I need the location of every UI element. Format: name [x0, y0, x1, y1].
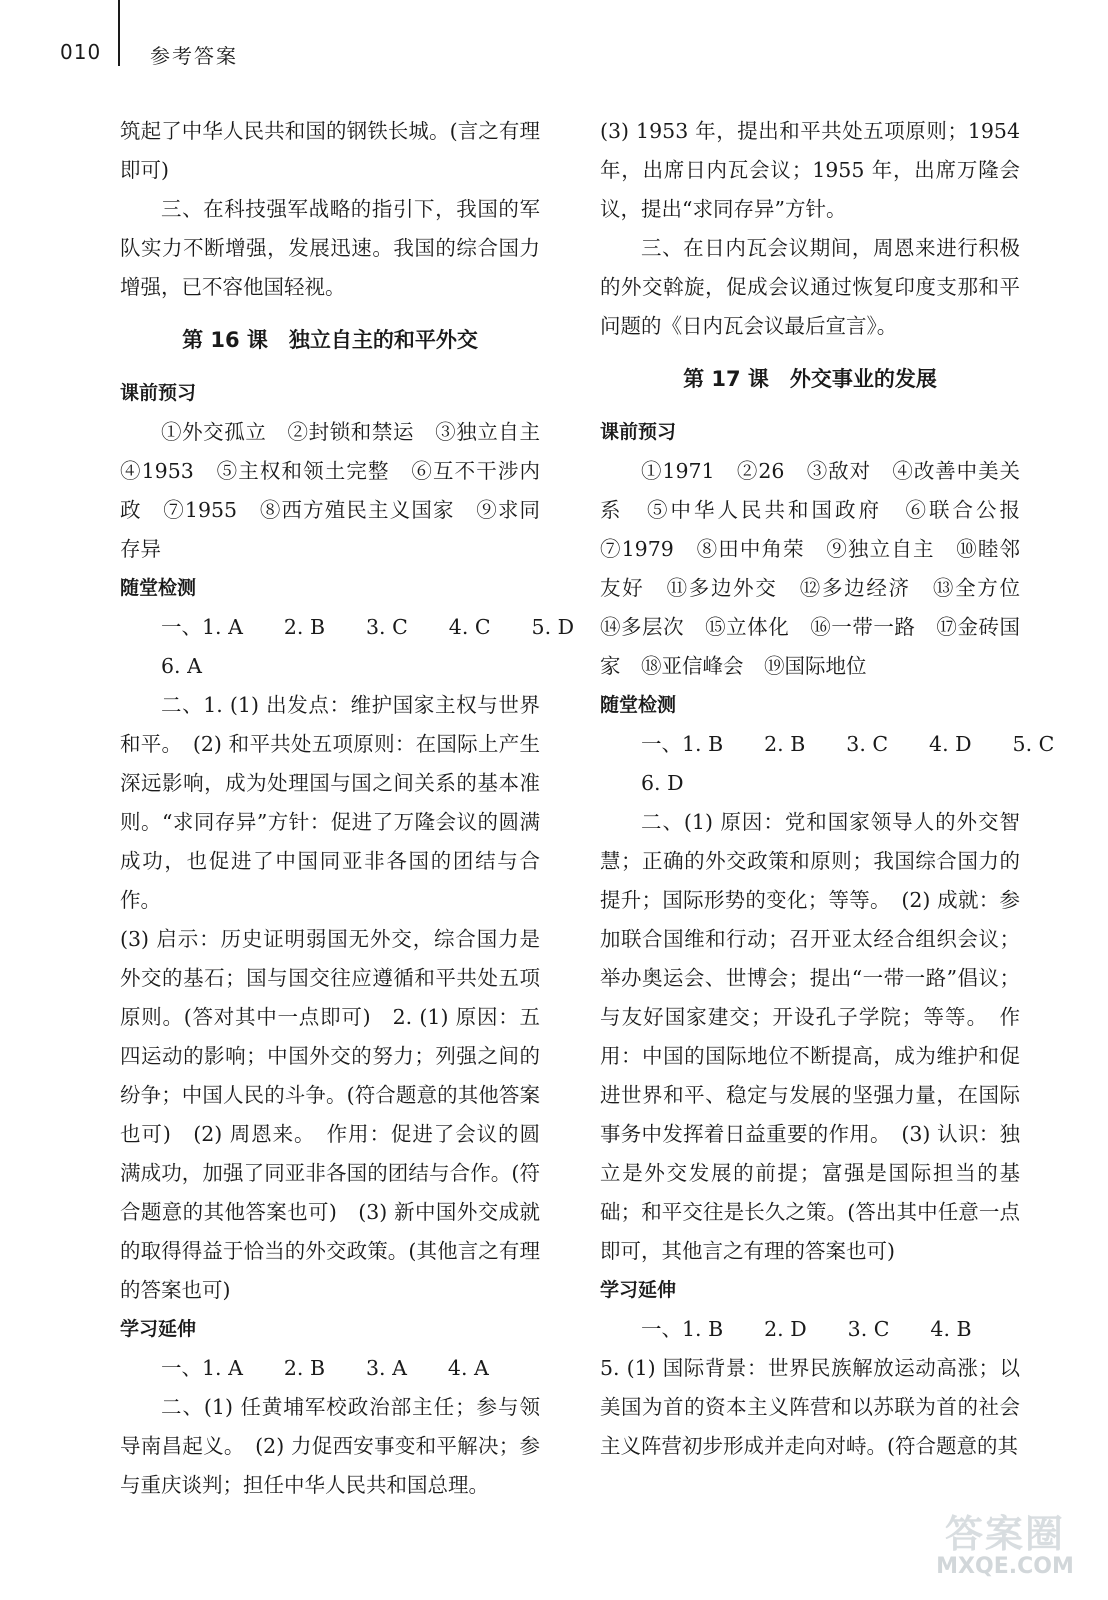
answer-row: 6. D — [641, 771, 684, 795]
watermark-url: MXQE.COM — [936, 1554, 1074, 1579]
answer-paragraph: 二、(1) 原因：党和国家领导人的外交智慧；正确的外交政策和原则；我国综合国力的提升；国际形势的变化；等等。 (2) 成就：参加联合国维和行动；召开亚太经合组织会议；举办奥运会、世博会；提出“一带一路”倡议；与友好国家建交；开设孔子学院；等等。 作用：中国的国际地位不断提高，成为维护和促进世界和平、稳定与发展的坚强力量，在国际事务中发挥着日益重要的作用。 (3) 认识：独立是外交发展的前提；富强是国际担当的基础；和平交往是长久之策。(答出其中任意一点即可，其他言之有理的答案也可) — [600, 810, 1020, 1263]
answer-row: 一、1. B 2. B 3. C 4. D 5. C — [641, 732, 1055, 756]
left-column — [120, 112, 575, 1505]
header-divider — [118, 0, 120, 66]
lesson-heading: 第 17 课 外交事业的发展 — [683, 367, 937, 391]
answer-paragraph: 二、1. (1) 出发点：维护国家主权与世界和平。 (2) 和平共处五项原则：在国际上产生深远影响，成为处理国与国之间关系的基本准则。“求同存异”方针：促进了万隆会议的圆满成功，也促进了中国同亚非各国的团结与合作。 — [120, 693, 540, 912]
answer-paragraph: 三、在日内瓦会议期间，周恩来进行积极的外交斡旋，促成会议通过恢复印度支那和平问题的《日内瓦会议最后宣言》。 — [600, 236, 1020, 338]
answer-paragraph: 5. (1) 国际背景：世界民族解放运动高涨；以美国为首的资本主义阵营和以苏联为首的社会主义阵营初步形成并走向对峙。(符合题意的其 — [600, 1356, 1020, 1458]
answer-paragraph: (3) 启示：历史证明弱国无外交，综合国力是外交的基石；国与国交往应遵循和平共处五项原则。(答对其中一点即可) 2. (1) 原因：五四运动的影响；中国外交的努力；列强之间的纷争；中国人民的斗争。(符合题意的其他答案也可) (2) 周恩来。 作用：促进了会议的圆满成功，加强了同亚非各国的团结与合作。(符合题意的其他答案也可) (3) 新中国外交成就的取得得益于恰当的外交政策。(其他言之有理的答案也可) — [120, 927, 540, 1302]
page-number: 010 — [60, 40, 102, 64]
section-heading: 随堂检测 — [600, 694, 677, 716]
answer-paragraph: 筑起了中华人民共和国的钢铁长城。(言之有理即可) — [120, 119, 540, 182]
answer-row: 一、1. B 2. D 3. C 4. B — [641, 1317, 972, 1341]
watermark-text: 答案圈 — [944, 1512, 1065, 1556]
section-heading: 随堂检测 — [120, 577, 197, 599]
answer-row: 6. A — [161, 654, 202, 678]
running-title: 参考答案 — [150, 44, 238, 68]
answer-row: 一、1. A 2. B 3. A 4. A — [161, 1356, 489, 1380]
right-column — [600, 112, 1055, 1466]
answer-paragraph: ①1971 ②26 ③敌对 ④改善中美关系 ⑤中华人民共和国政府 ⑥联合公报 ⑦1979 ⑧田中角荣 ⑨独立自主 ⑩睦邻友好 ⑪多边外交 ⑫多边经济 ⑬全方位 ⑭多层次 ⑮立体化 ⑯一带一路 ⑰金砖国家 ⑱亚信峰会 ⑲国际地位 — [600, 459, 1041, 678]
watermark-logo — [920, 1502, 1090, 1592]
section-heading: 课前预习 — [600, 421, 677, 443]
section-heading: 学习延伸 — [600, 1279, 677, 1301]
answer-row: 一、1. A 2. B 3. C 4. C 5. D — [161, 615, 575, 639]
section-heading: 课前预习 — [120, 382, 197, 404]
page-header — [0, 0, 1108, 80]
answer-paragraph: (3) 1953 年，提出和平共处五项原则；1954 年，出席日内瓦会议；1955 年，出席万隆会议，提出“求同存异”方针。 — [600, 119, 1020, 221]
answer-paragraph: ①外交孤立 ②封锁和禁运 ③独立自主 ④1953 ⑤主权和领土完整 ⑥互不干涉内政 ⑦1955 ⑧西方殖民主义国家 ⑨求同存异 — [120, 420, 561, 561]
lesson-heading: 第 16 课 独立自主的和平外交 — [182, 328, 478, 352]
answer-paragraph: 三、在科技强军战略的指引下，我国的军队实力不断增强，发展迅速。我国的综合国力增强，已不容他国轻视。 — [120, 197, 540, 299]
section-heading: 学习延伸 — [120, 1318, 197, 1340]
answer-paragraph: 二、(1) 任黄埔军校政治部主任；参与领导南昌起义。 (2) 力促西安事变和平解决；参与重庆谈判；担任中华人民共和国总理。 — [120, 1395, 540, 1497]
